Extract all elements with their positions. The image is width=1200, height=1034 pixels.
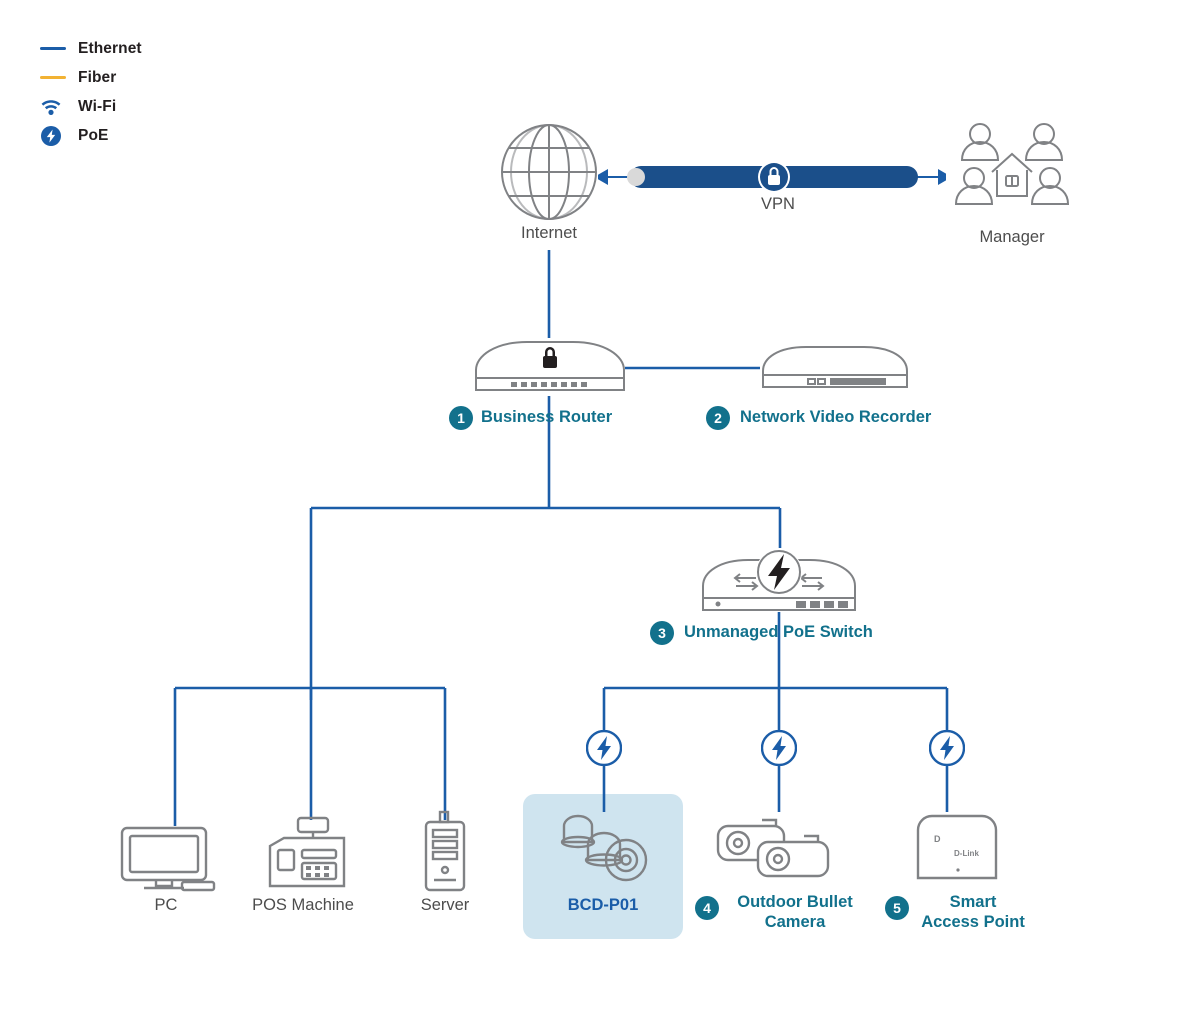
badge-nvr: 2	[706, 406, 730, 430]
label-server: Server	[420, 896, 470, 914]
desktop-pc-icon	[118, 826, 218, 892]
label-internet: Internet	[521, 224, 577, 242]
label-nvr: Network Video Recorder	[740, 408, 932, 426]
manager-group-icon	[948, 116, 1076, 224]
svg-text:D-Link: D-Link	[954, 849, 979, 858]
label-smart-access-point-line1: Smart	[949, 893, 997, 911]
label-outdoor-bullet-camera	[722, 892, 868, 932]
legend-label-wifi: Wi-Fi	[78, 97, 117, 115]
label-bcd-p01: BCD-P01	[567, 896, 639, 914]
label-smart-access-point-line2: Access Point	[921, 913, 1025, 931]
badge-access-point: 5	[885, 896, 909, 920]
dome-camera-icon	[552, 812, 656, 884]
badge-bullet-camera: 4	[695, 896, 719, 920]
pos-machine-icon	[262, 816, 358, 892]
poe-marker-bcd	[586, 730, 622, 766]
server-tower-icon	[418, 810, 472, 892]
label-outdoor-bullet-camera-line2: Camera	[764, 913, 826, 931]
legend-label-ethernet: Ethernet	[78, 39, 142, 57]
poe-marker-ap	[929, 730, 965, 766]
label-business-router: Business Router	[481, 408, 613, 426]
label-outdoor-bullet-camera-line1: Outdoor Bullet	[737, 893, 853, 911]
legend-label-poe: PoE	[78, 126, 109, 144]
poe-switch-icon	[700, 544, 858, 614]
label-pc: PC	[154, 896, 178, 914]
badge-switch: 3	[650, 621, 674, 645]
svg-text:D: D	[934, 834, 941, 844]
label-vpn: VPN	[761, 195, 795, 213]
access-point-icon	[914, 812, 1000, 884]
nvr-icon	[760, 341, 910, 393]
label-pos-machine: POS Machine	[252, 896, 354, 914]
poe-marker-bullet	[761, 730, 797, 766]
badge-router: 1	[449, 406, 473, 430]
label-manager: Manager	[979, 228, 1045, 246]
router-icon	[473, 334, 627, 396]
legend-label-fiber: Fiber	[78, 68, 117, 86]
label-poe-switch: Unmanaged PoE Switch	[684, 623, 873, 641]
bullet-camera-icon	[712, 812, 854, 886]
globe-icon	[500, 122, 598, 222]
label-smart-access-point	[912, 892, 1034, 932]
